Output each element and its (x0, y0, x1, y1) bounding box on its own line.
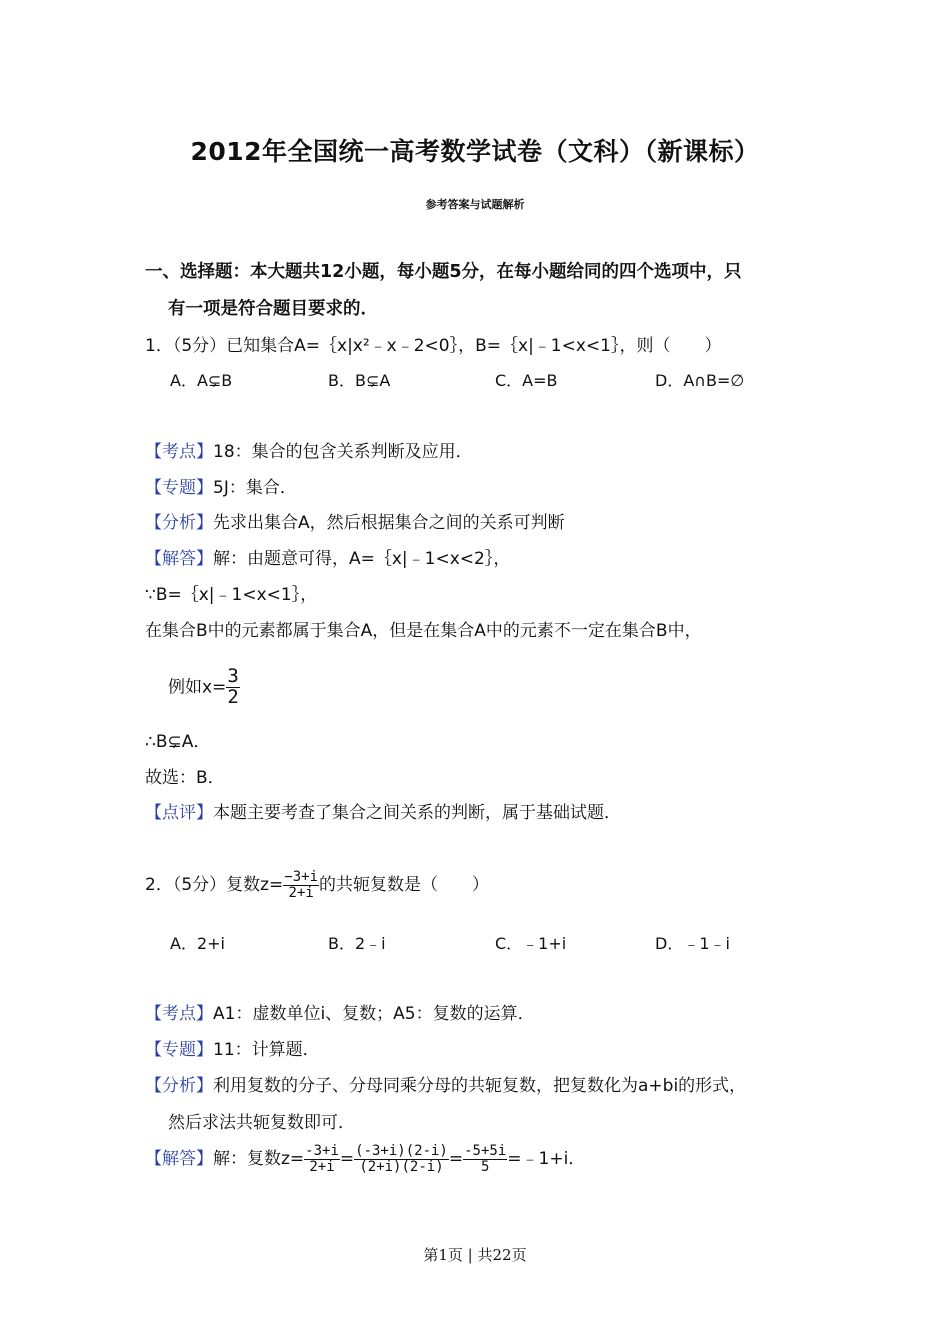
q1-fenxi-tag: 【分析】 (145, 513, 213, 533)
q1-jieda (145, 544, 510, 569)
q1-jieda-tag: 【解答】 (145, 549, 213, 569)
q1-option-c: C．A=B (495, 371, 558, 390)
q1-choice: 故选：B． (145, 768, 225, 788)
q2-jieda (145, 1144, 585, 1174)
q2-fraction-3-denominator: 5 (480, 1158, 490, 1175)
q2-fraction-2-numerator: (-3+i)(2-i) (355, 1143, 448, 1159)
q1-zhuanti-tag: 【专题】 (145, 478, 213, 498)
q2-equals-1: = (339, 1149, 355, 1170)
q2-zhuanti (145, 1035, 320, 1060)
q2-fraction-2-denominator: (2+i)(2-i) (359, 1158, 444, 1175)
page-title: 2012年全国统一高考数学试卷（文科）（新课标） (190, 137, 760, 166)
q1-option-b: B．B⊊A (328, 371, 391, 390)
q2-fenxi (145, 1071, 746, 1096)
q1-therefore: ∴B⊊A． (145, 732, 211, 752)
q1-example-fraction (226, 667, 239, 708)
q2-fenxi-tag: 【分析】 (145, 1076, 213, 1096)
q2-fraction-1-denominator: 2+i (309, 1158, 335, 1175)
q1-dianping (145, 798, 621, 823)
q2-fraction-1-numerator: -3+i (305, 1143, 339, 1159)
q2-option-b: B．2﹣i (328, 934, 386, 953)
q2-jieda-tag: 【解答】 (145, 1149, 213, 1170)
q1-fenxi-text: 先求出集合A，然后根据集合之间的关系可判断 (213, 513, 565, 533)
q2-jieda-prefix: 解：复数z= (213, 1149, 305, 1170)
section-heading-line1: 一、选择题：本大题共12小题，每小题5分，在每小题给同的四个选项中，只 (145, 262, 742, 282)
q1-kaodian-text: 18：集合的包含关系判断及应用． (213, 442, 473, 462)
q2-stem-prefix: 2．（5分）复数z= (145, 875, 284, 896)
q1-option-d: D．A∩B=∅ (655, 371, 745, 390)
q2-fraction-1 (304, 1144, 340, 1174)
q1-jieda-text: 解：由题意可得，A=｛x|﹣1<x<2｝， (213, 549, 511, 569)
q2-zhuanti-tag: 【专题】 (145, 1040, 213, 1060)
q1-example-denominator: 2 (227, 685, 239, 708)
q2-equals-2: = (448, 1149, 464, 1170)
q2-kaodian (145, 999, 535, 1024)
q1-zhuanti-text: 5J：集合． (213, 478, 297, 498)
q1-kaodian-tag: 【考点】 (145, 442, 213, 462)
q2-option-d: D．﹣1﹣i (655, 934, 730, 953)
q2-stem-suffix: 的共轭复数是（ ） (319, 875, 490, 896)
q1-option-a: A．A⊊B (170, 371, 233, 390)
q2-kaodian-tag: 【考点】 (145, 1004, 213, 1024)
q1-dianping-tag: 【点评】 (145, 803, 213, 823)
q1-dianping-text: 本题主要考查了集合之间关系的判断，属于基础试题． (213, 803, 621, 823)
q2-fenxi-text: 利用复数的分子、分母同乘分母的共轭复数，把复数化为a+bi的形式， (213, 1076, 747, 1096)
q2-stem (145, 870, 489, 900)
q2-stem-numerator: −3+i (284, 869, 319, 885)
q2-fraction-3 (463, 1144, 507, 1174)
q2-option-a: A．2+i (170, 934, 225, 953)
q1-example (168, 667, 240, 708)
q2-kaodian-text: A1：虚数单位i、复数；A5：复数的运算． (213, 1004, 535, 1024)
q1-elements-line: 在集合B中的元素都属于集合A，但是在集合A中的元素不一定在集合B中， (145, 621, 702, 641)
q2-jieda-suffix: =﹣1+i． (507, 1149, 586, 1170)
q1-fenxi (145, 508, 565, 533)
page-footer: 第1页 | 共22页 (423, 1246, 527, 1264)
q1-zhuanti (145, 473, 297, 498)
page-subtitle: 参考答案与试题解析 (425, 198, 525, 211)
q2-fraction-2 (354, 1144, 449, 1174)
q2-stem-denominator: 2+i (288, 884, 314, 901)
q2-zhuanti-text: 11：计算题． (213, 1040, 320, 1060)
q2-fenxi-line2: 然后求法共轭复数即可． (168, 1113, 355, 1133)
q1-stem: 1．（5分）已知集合A=｛x|x²﹣x﹣2<0｝，B=｛x|﹣1<x<1｝，则（ ） (145, 336, 722, 356)
q2-stem-fraction (283, 870, 319, 900)
q1-example-numerator: 3 (227, 665, 239, 687)
q2-fraction-3-numerator: -5+5i (464, 1143, 507, 1159)
q1-example-prefix: 例如x= (168, 677, 227, 698)
q2-option-c: C．﹣1+i (495, 934, 567, 953)
section-heading-line2: 有一项是符合题目要求的． (168, 299, 378, 319)
q1-kaodian (145, 437, 473, 462)
q1-since-line: ∵B=｛x|﹣1<x<1｝， (145, 585, 318, 605)
